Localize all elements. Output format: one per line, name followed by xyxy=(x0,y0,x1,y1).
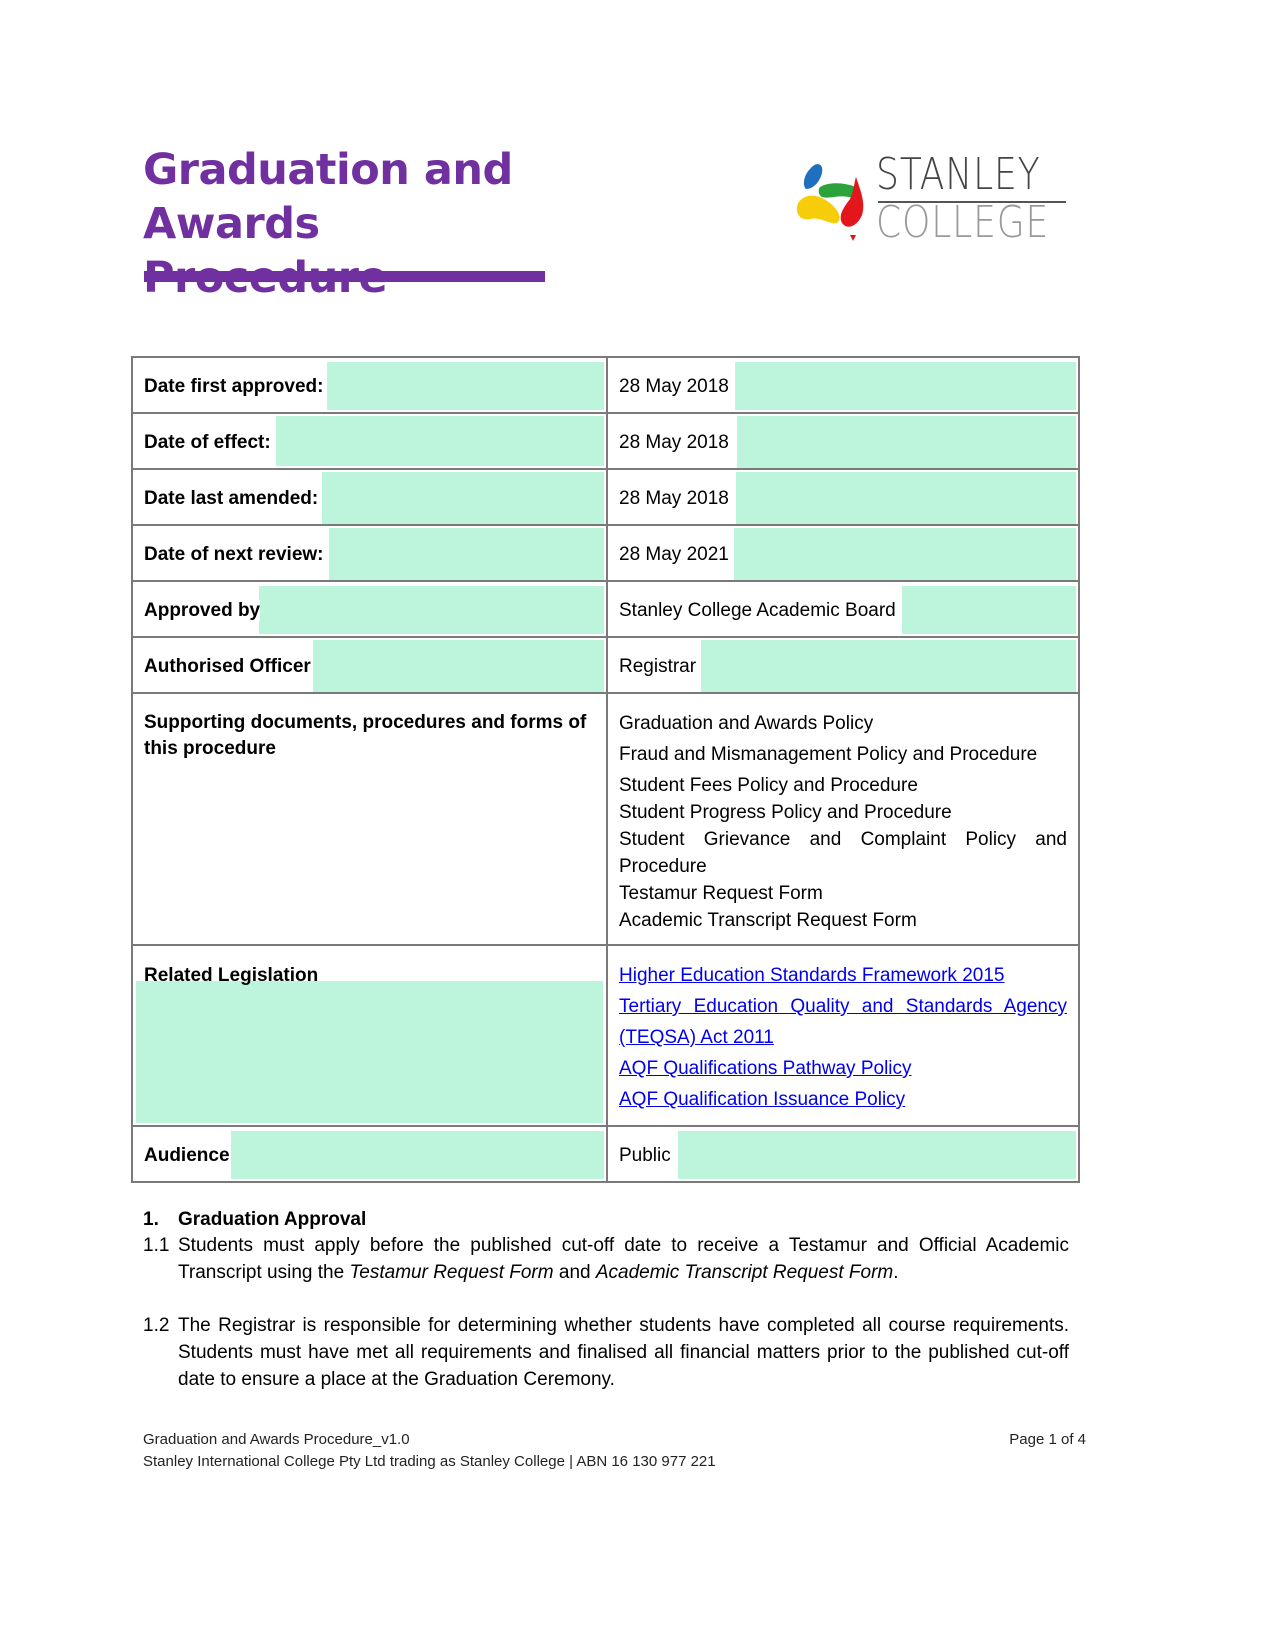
related-legislation-links xyxy=(608,946,1078,1125)
form-reference: Testamur Request Form xyxy=(349,1262,554,1283)
row-value: Stanley College Academic Board xyxy=(619,600,896,621)
footer-company: Stanley International College Pty Ltd trading as Stanley College | ABN 16 130 977 221 xyxy=(143,1453,716,1470)
section-heading xyxy=(143,1206,1069,1233)
row-label: Date of next review: xyxy=(144,544,324,565)
row-value: 28 May 2021 xyxy=(619,544,729,565)
table-row xyxy=(132,1126,1079,1182)
australia-map-logo-icon xyxy=(790,159,870,244)
table-row xyxy=(132,469,1079,525)
list-item: Student Progress Policy and Procedure xyxy=(619,802,952,823)
section-title: Graduation Approval xyxy=(178,1209,367,1230)
row-label: Approved by xyxy=(144,600,261,621)
form-reference: Academic Transcript Request Form xyxy=(595,1262,894,1283)
list-item: Graduation and Awards Policy xyxy=(619,713,874,734)
legislation-link-aqf-pathway[interactable]: AQF Qualifications Pathway Policy xyxy=(619,1058,912,1079)
row-value: 28 May 2018 xyxy=(619,432,729,453)
list-item: Academic Transcript Request Form xyxy=(619,910,917,931)
stanley-college-logo xyxy=(790,149,1070,248)
supporting-documents-list xyxy=(608,694,1078,944)
table-row xyxy=(132,581,1079,637)
row-label: Date of effect: xyxy=(144,432,271,453)
table-row xyxy=(132,945,1079,1126)
logo-text-stanley: STANLEY xyxy=(876,149,1041,200)
paragraph-1-2 xyxy=(143,1312,1069,1393)
footer-page-number: Page 1 of 4 xyxy=(1009,1431,1086,1448)
logo-text-college: COLLEGE xyxy=(876,197,1050,248)
row-label: Date last amended: xyxy=(144,488,319,509)
list-item: Testamur Request Form xyxy=(619,883,823,904)
table-row xyxy=(132,357,1079,413)
section-number: 1. xyxy=(143,1209,159,1230)
legislation-link-teqsa[interactable]: Tertiary Education Quality and Standards Agency (TEQSA) Act 2011 xyxy=(619,996,1067,1048)
paragraph-1-1 xyxy=(143,1232,1069,1286)
paragraph-text: . xyxy=(893,1262,899,1283)
procedure-metadata-table xyxy=(131,356,1080,1183)
row-label: Related Legislation xyxy=(144,965,319,986)
row-label: Audience xyxy=(144,1145,230,1166)
footer-doc-name: Graduation and Awards Procedure_v1.0 xyxy=(143,1431,410,1448)
table-row xyxy=(132,413,1079,469)
title-line-1: Graduation and Awards xyxy=(143,145,513,249)
legislation-link-aqf-issuance[interactable]: AQF Qualification Issuance Policy xyxy=(619,1089,906,1110)
table-row xyxy=(132,525,1079,581)
row-value: 28 May 2018 xyxy=(619,488,729,509)
row-label: Authorised Officer xyxy=(144,656,311,677)
paragraph-text: Students must apply before the published cut-off date to receive a Testamur and Official Academic Transcript using the xyxy=(178,1235,1069,1283)
list-item: Student Grievance and Complaint Policy and Procedure xyxy=(619,829,1067,877)
legislation-link-hesf[interactable]: Higher Education Standards Framework 2015 xyxy=(619,965,1005,986)
row-value: Registrar xyxy=(619,656,697,677)
table-row xyxy=(132,637,1079,693)
paragraph-number: 1.1 xyxy=(143,1235,170,1256)
paragraph-text: The Registrar is responsible for determining whether students have completed all course requirements. Students must have met all requirements and finalised all financial matters prior to the published cut-off date to ensure a place at the Graduation Ceremony. xyxy=(178,1315,1069,1390)
footer-line-1 xyxy=(143,1429,1086,1451)
table-row xyxy=(132,693,1079,945)
list-item: Fraud and Mismanagement Policy and Procedure xyxy=(619,744,1038,765)
paragraph-text: and xyxy=(553,1262,596,1283)
paragraph-number: 1.2 xyxy=(143,1315,170,1336)
row-value: 28 May 2018 xyxy=(619,376,729,397)
row-label: Supporting documents, procedures and forms of this procedure xyxy=(144,712,587,759)
list-item: Student Fees Policy and Procedure xyxy=(619,775,918,796)
row-value: Public xyxy=(619,1145,671,1166)
row-label: Date first approved: xyxy=(144,376,324,397)
title-underline-bar xyxy=(144,271,545,282)
